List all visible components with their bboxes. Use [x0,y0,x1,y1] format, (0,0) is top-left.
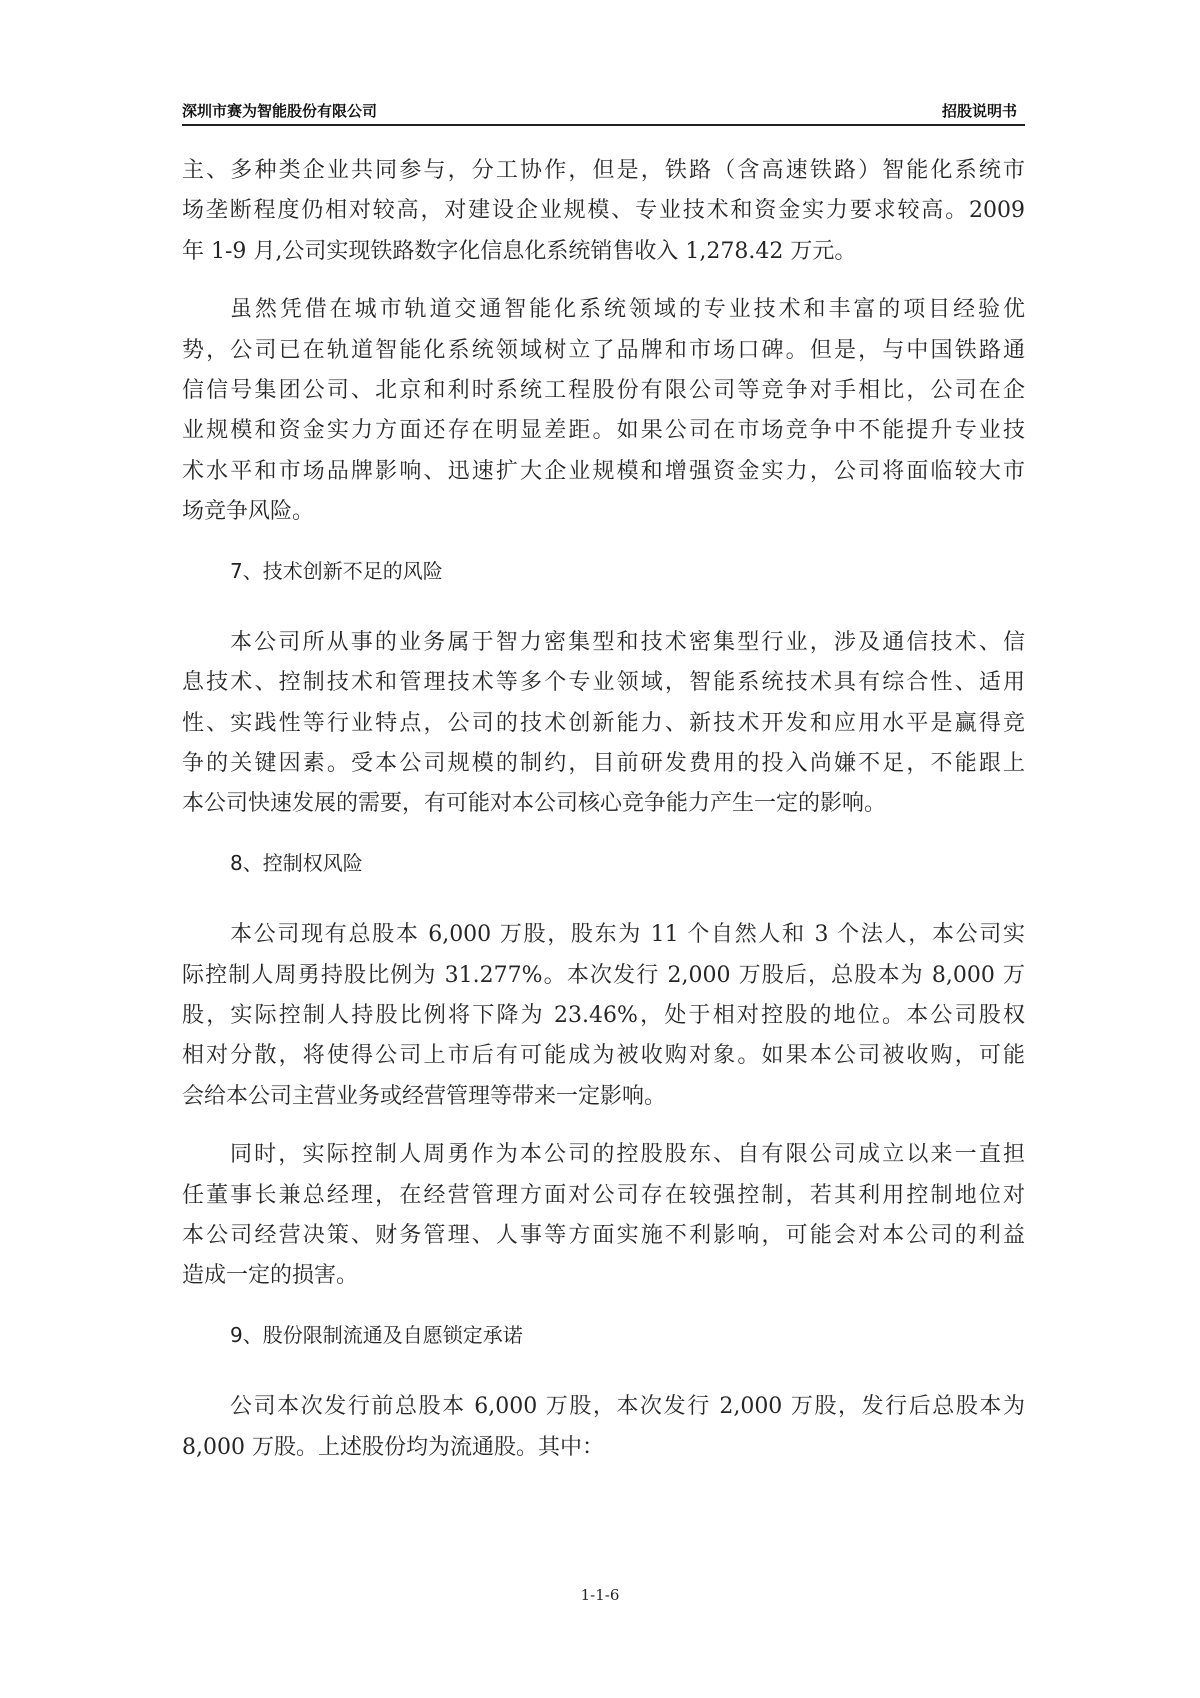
paragraph-line: 造成一定的损害。 [182,1263,359,1289]
paragraph [182,623,1025,825]
paragraph-line: 信信号集团公司、北京和利时系统工程股份有限公司等竞争对手相比，公司在企 [182,377,1025,403]
page-number: 1-1-6 [580,1586,620,1604]
section-heading: 8、控制权风险 [230,850,363,875]
paragraph-line: 年 1-9 月,公司实现铁路数字化信息化系统销售收入 1,278.42 万元。 [182,238,857,264]
paragraph-line: 虽然凭借在城市轨道交通智能化系统领域的专业技术和丰富的项目经验优 [230,297,1025,323]
page-header [182,98,1025,126]
paragraph-line: 公司本次发行前总股本 6,000 万股，本次发行 2,000 万股，发行后总股本为 [230,1394,1025,1420]
paragraph-line: 际控制人周勇持股比例为 31.277%。本次发行 2,000 万股后，总股本为 8,000 万 [182,962,1025,988]
paragraph-line: 本公司现有总股本 6,000 万股，股东为 11 个自然人和 3 个法人，本公司实 [230,922,1025,948]
paragraph-line: 本公司快速发展的需要，有可能对本公司核心竞争能力产生一定的影响。 [182,791,887,817]
header-document-type: 招股说明书 [941,102,1017,120]
paragraph-line: 本公司经营决策、财务管理、人事等方面实施不利影响，可能会对本公司的利益 [182,1222,1025,1248]
document-body [182,151,1025,1486]
paragraph-line: 场垄断程度仍相对较高，对建设企业规模、专业技术和资金实力要求较高。2009 [182,198,1025,224]
paragraph-line: 同时，实际控制人周勇作为本公司的控股股东、自有限公司成立以来一直担 [230,1142,1025,1168]
paragraph-line: 主、多种类企业共同参与，分工协作，但是，铁路（含高速铁路）智能化系统市 [182,158,1025,183]
paragraph-line: 本公司所从事的业务属于智力密集型和技术密集型行业，涉及通信技术、信 [230,629,1025,655]
paragraph [182,915,1025,1117]
paragraph-line: 争的关键因素。受本公司规模的制约，目前研发费用的投入尚嫌不足，不能跟上 [182,751,1025,777]
paragraph-line: 会给本公司主营业务或经营管理等带来一定影响。 [182,1083,667,1109]
paragraph-line: 8,000 万股。上述股份均为流通股。其中： [182,1434,604,1460]
paragraph [182,1135,1025,1297]
header-company-name: 深圳市赛为智能股份有限公司 [182,102,378,120]
paragraph-line: 性、实践性等行业特点，公司的技术创新能力、新技术开发和应用水平是赢得竞 [182,710,1025,736]
paragraph [182,1387,1025,1468]
paragraph-line: 术水平和市场品牌影响、迅速扩大企业规模和增强资金实力，公司将面临较大市 [182,458,1025,484]
paragraph-line: 股，实际控制人持股比例将下降为 23.46%，处于相对控股的地位。本公司股权 [182,1003,1025,1029]
paragraph-line: 相对分散，将使得公司上市后有可能成为被收购对象。如果本公司被收购，可能 [182,1043,1025,1069]
section-heading: 7、技术创新不足的风险 [230,558,443,583]
paragraph-line: 任董事长兼总经理，在经营管理方面对公司存在较强控制，若其利用控制地位对 [182,1182,1025,1208]
paragraph-line: 业规模和资金实力方面还存在明显差距。如果公司在市场竞争中不能提升专业技 [182,418,1025,444]
paragraph-line: 场竞争风险。 [182,499,315,525]
paragraph [182,151,1025,272]
section-heading: 9、股份限制流通及自愿锁定承诺 [230,1322,523,1347]
paragraph-line: 息技术、控制技术和管理技术等多个专业领域，智能系统技术具有综合性、适用 [182,670,1025,696]
paragraph-line: 势，公司已在轨道智能化系统领域树立了品牌和市场口碑。但是，与中国铁路通 [182,337,1025,363]
paragraph [182,290,1025,532]
